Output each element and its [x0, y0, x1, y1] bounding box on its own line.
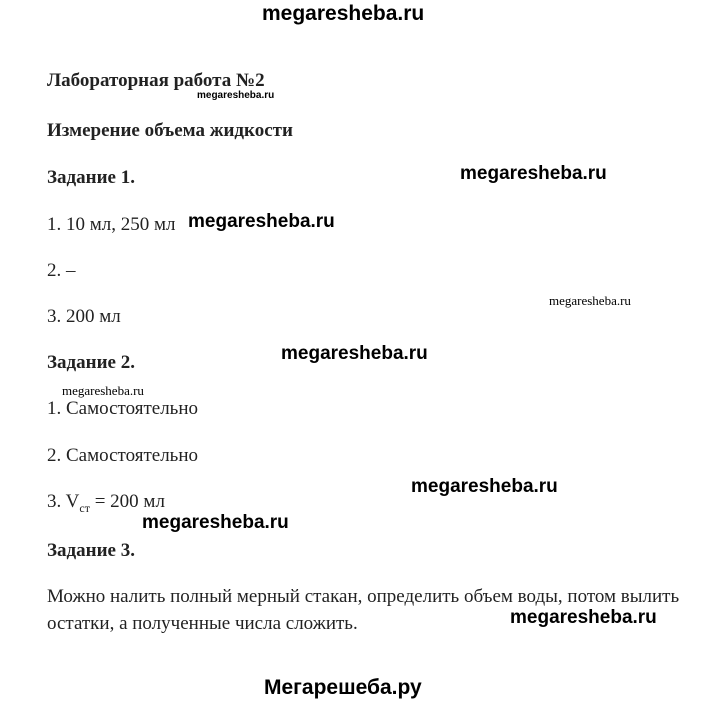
- task2-item-3-subscript: ст: [79, 500, 90, 515]
- watermark: megaresheba.ru: [411, 476, 558, 497]
- watermark: megaresheba.ru: [460, 163, 607, 184]
- site-footer[interactable]: Мегарешеба.ру: [264, 676, 422, 699]
- site-header[interactable]: megaresheba.ru: [262, 2, 425, 25]
- task2-item-1: 1. Самостоятельно: [47, 398, 199, 419]
- task2-item-2: 2. Самостоятельно: [47, 445, 199, 466]
- document-subtitle: Измерение объема жидкости: [47, 120, 293, 141]
- task1-item-1: 1. 10 мл, 250 мл: [47, 214, 176, 235]
- watermark: megaresheba.ru: [510, 607, 657, 628]
- watermark: megaresheba.ru: [197, 90, 275, 101]
- watermark: megaresheba.ru: [142, 512, 289, 533]
- task2-heading: Задание 2.: [47, 352, 135, 373]
- task3-text: Можно налить полный мерный стакан, определить объем воды, потом вылить остатки, а полученные числа сложить.: [47, 586, 680, 634]
- watermark: megaresheba.ru: [62, 383, 144, 398]
- document-title: Лабораторная работа №2: [47, 70, 265, 91]
- task1-item-2: 2. –: [47, 260, 76, 281]
- task2-item-3-suffix: = 200 мл: [89, 491, 165, 512]
- task1-item-3: 3. 200 мл: [47, 306, 121, 327]
- watermark: megaresheba.ru: [188, 211, 335, 232]
- watermark: megaresheba.ru: [281, 343, 428, 364]
- task1-heading: Задание 1.: [47, 167, 135, 188]
- watermark: megaresheba.ru: [549, 293, 631, 308]
- task3-heading: Задание 3.: [47, 540, 135, 561]
- task2-item-3-prefix: 3. V: [47, 491, 80, 512]
